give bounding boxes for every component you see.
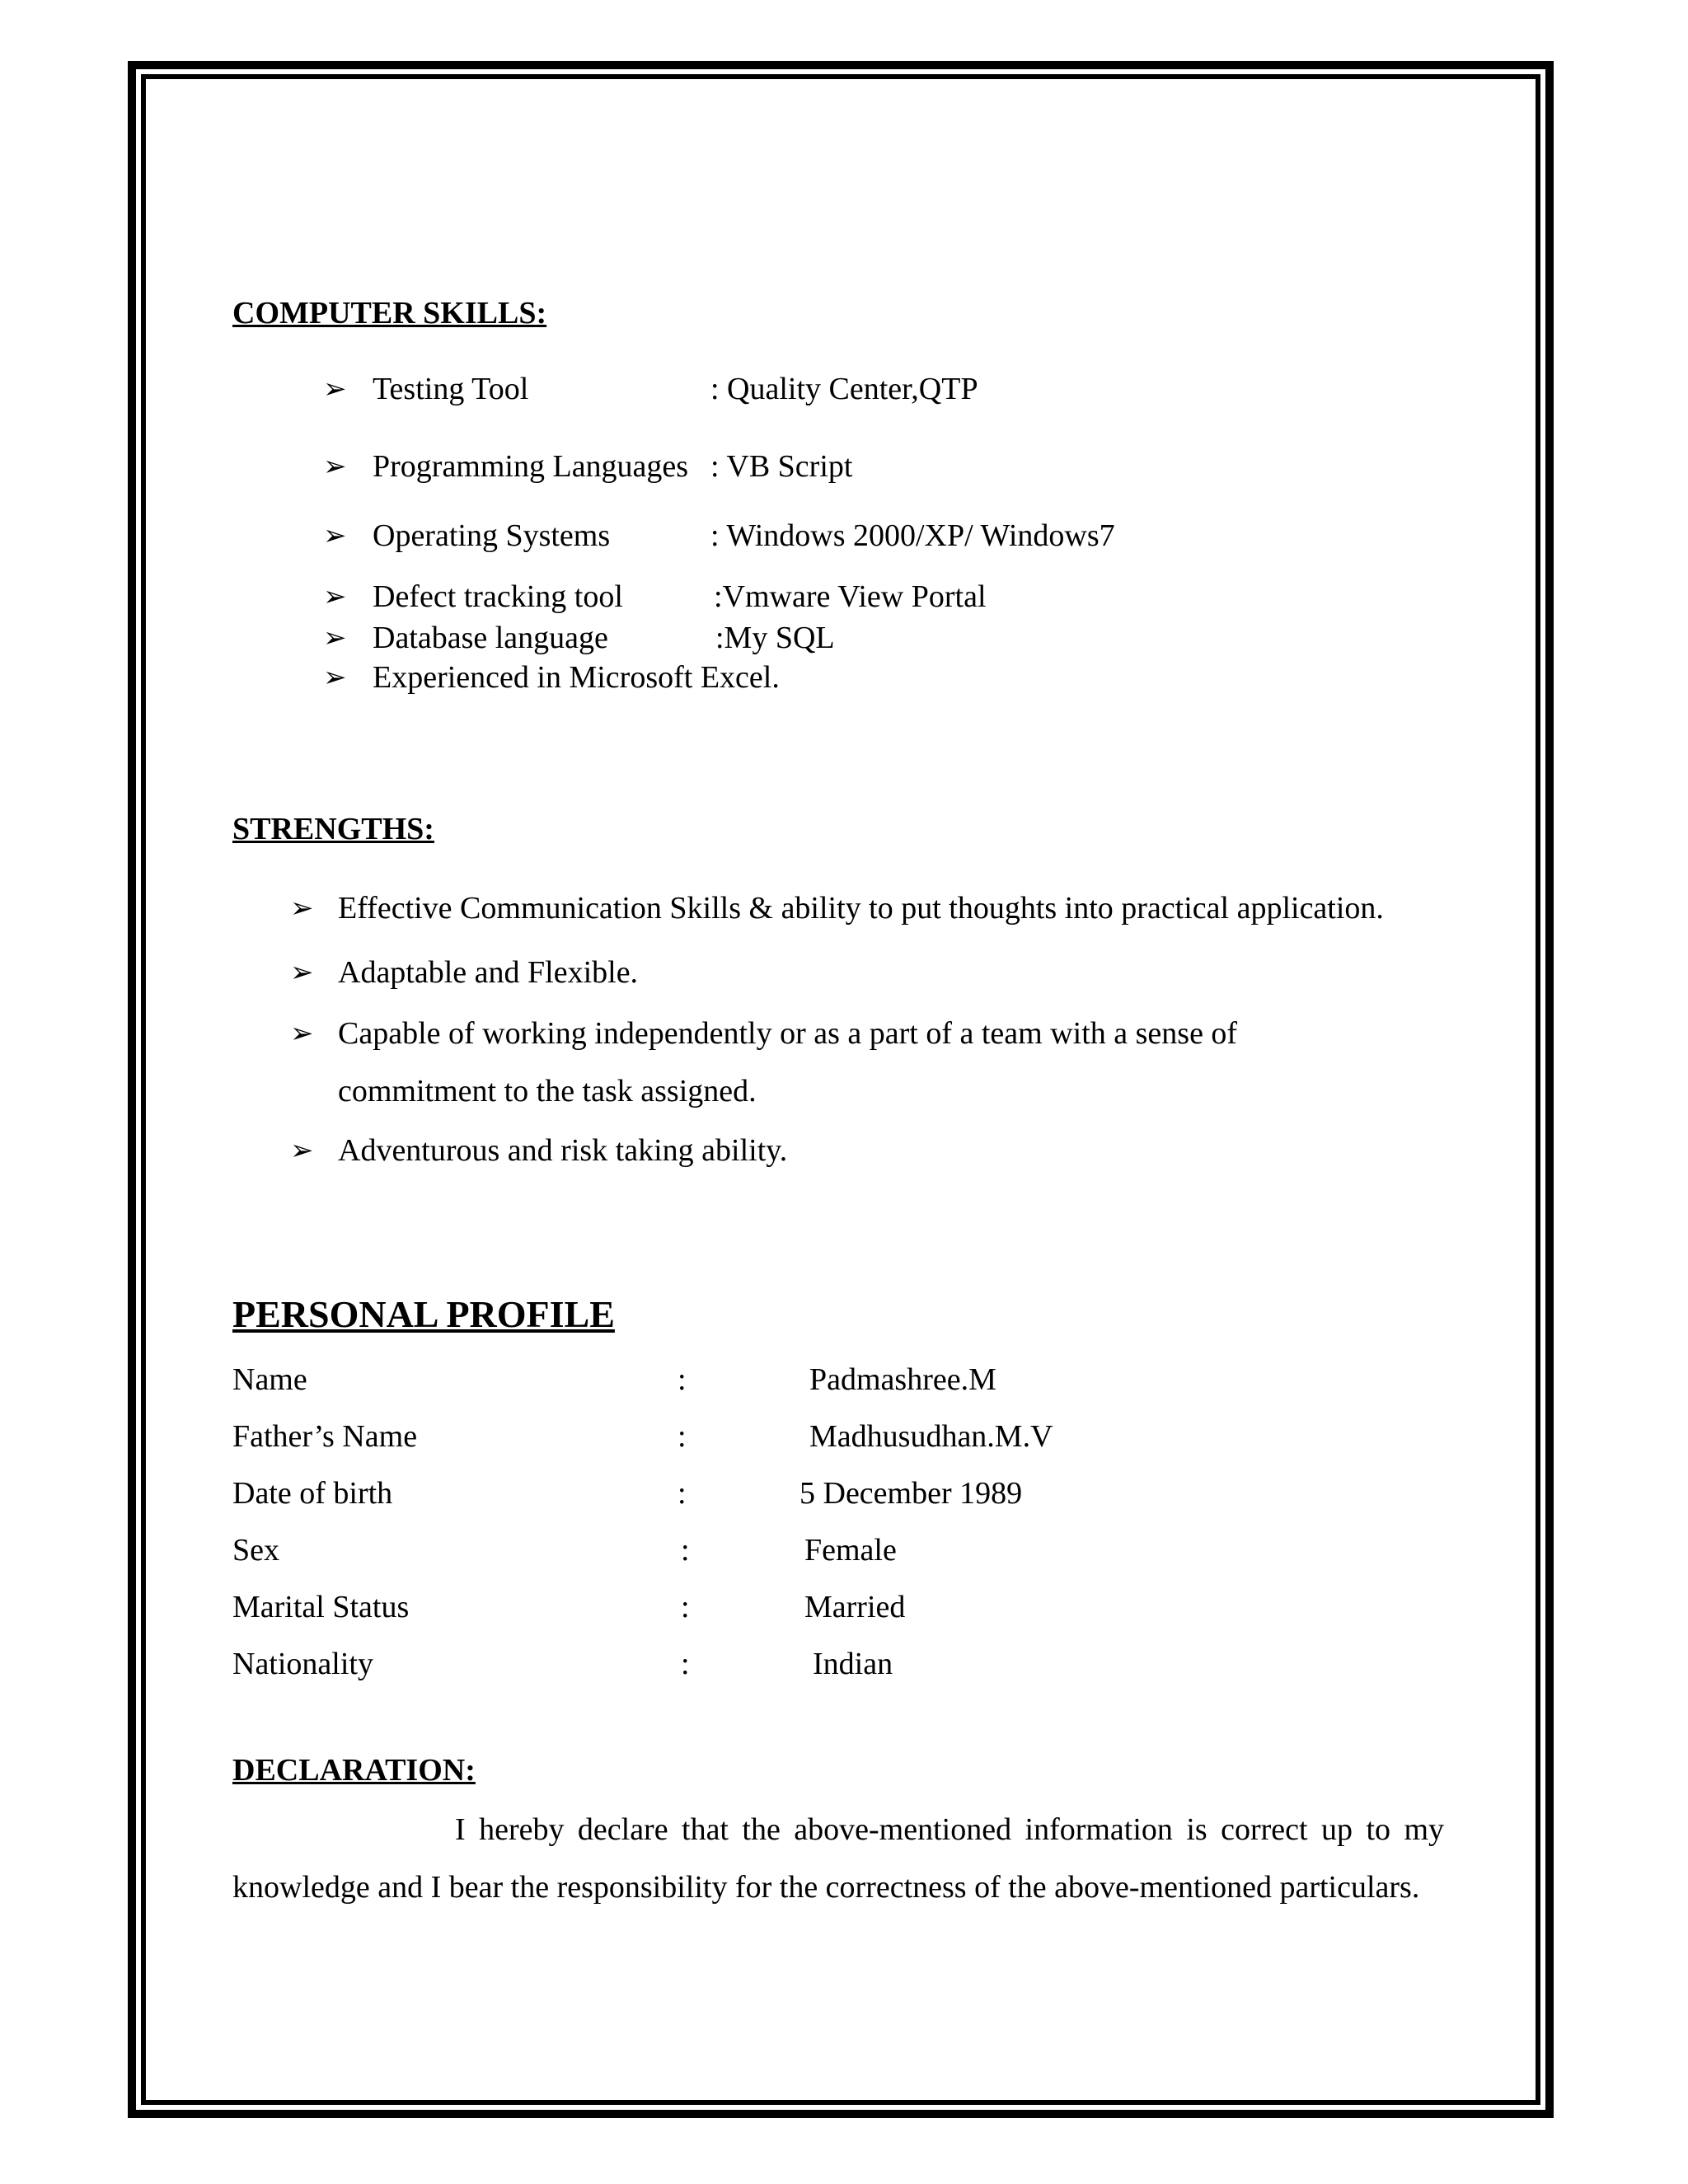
profile-colon: : (678, 1476, 687, 1511)
profile-value: Madhusudhan.M.V (809, 1419, 1053, 1454)
computer-skills-heading: COMPUTER SKILLS: (232, 296, 547, 330)
profile-label: Nationality (232, 1647, 373, 1681)
profile-colon: : (681, 1647, 690, 1681)
personal-profile-heading: PERSONAL PROFILE (232, 1293, 615, 1335)
arrowhead-bullet-icon: ➢ (290, 958, 314, 988)
arrowhead-bullet-icon: ➢ (290, 893, 314, 924)
profile-label: Father’s Name (232, 1419, 418, 1454)
profile-label: Sex (232, 1533, 279, 1568)
profile-value: Indian (813, 1647, 893, 1681)
skill-label: Database language (373, 621, 608, 655)
arrowhead-bullet-icon: ➢ (323, 521, 347, 551)
profile-colon: : (678, 1362, 687, 1397)
skill-value: : Windows 2000/XP/ Windows7 (710, 518, 1115, 553)
profile-label: Name (232, 1362, 307, 1397)
arrowhead-bullet-icon: ➢ (323, 582, 347, 612)
skill-label: Programming Languages (373, 449, 689, 484)
skill-value: : VB Script (710, 449, 853, 484)
skill-value: :Vmware View Portal (714, 579, 987, 614)
skill-value: : Quality Center,QTP (710, 372, 978, 406)
list-item-continuation: commitment to the task assigned. (338, 1074, 757, 1108)
skill-label: Operating Systems (373, 518, 611, 553)
declaration-text: I hereby declare that the above-mentioned information is correct up to my knowledge and I bear the responsibility for the correctness of the above-mentioned particulars. (232, 1812, 1444, 1905)
list-item: Capable of working independently or as a part of a team with a sense of (338, 1016, 1238, 1051)
list-item: Adaptable and Flexible. (338, 955, 639, 990)
profile-value: Married (804, 1590, 906, 1624)
profile-colon: : (681, 1590, 690, 1624)
profile-colon: : (678, 1419, 687, 1454)
arrowhead-bullet-icon: ➢ (323, 663, 347, 693)
list-item: Effective Communication Skills & ability to put thoughts into practical application. (338, 891, 1384, 926)
skill-value: :My SQL (715, 621, 835, 655)
profile-label: Date of birth (232, 1476, 393, 1511)
profile-value: Female (804, 1533, 897, 1568)
arrowhead-bullet-icon: ➢ (290, 1019, 314, 1049)
arrowhead-bullet-icon: ➢ (323, 374, 347, 405)
strengths-heading: STRENGTHS: (232, 812, 434, 846)
arrowhead-bullet-icon: ➢ (323, 452, 347, 482)
profile-label: Marital Status (232, 1590, 410, 1624)
arrowhead-bullet-icon: ➢ (323, 623, 347, 654)
profile-value: Padmashree.M (809, 1362, 996, 1397)
profile-value: 5 December 1989 (799, 1476, 1023, 1511)
skill-label: Experienced in Microsoft Excel. (373, 660, 780, 695)
arrowhead-bullet-icon: ➢ (290, 1136, 314, 1166)
skill-label: Defect tracking tool (373, 579, 623, 614)
list-item: Adventurous and risk taking ability. (338, 1133, 788, 1168)
skill-label: Testing Tool (373, 372, 529, 406)
declaration-heading: DECLARATION: (232, 1753, 476, 1788)
profile-colon: : (681, 1533, 690, 1568)
